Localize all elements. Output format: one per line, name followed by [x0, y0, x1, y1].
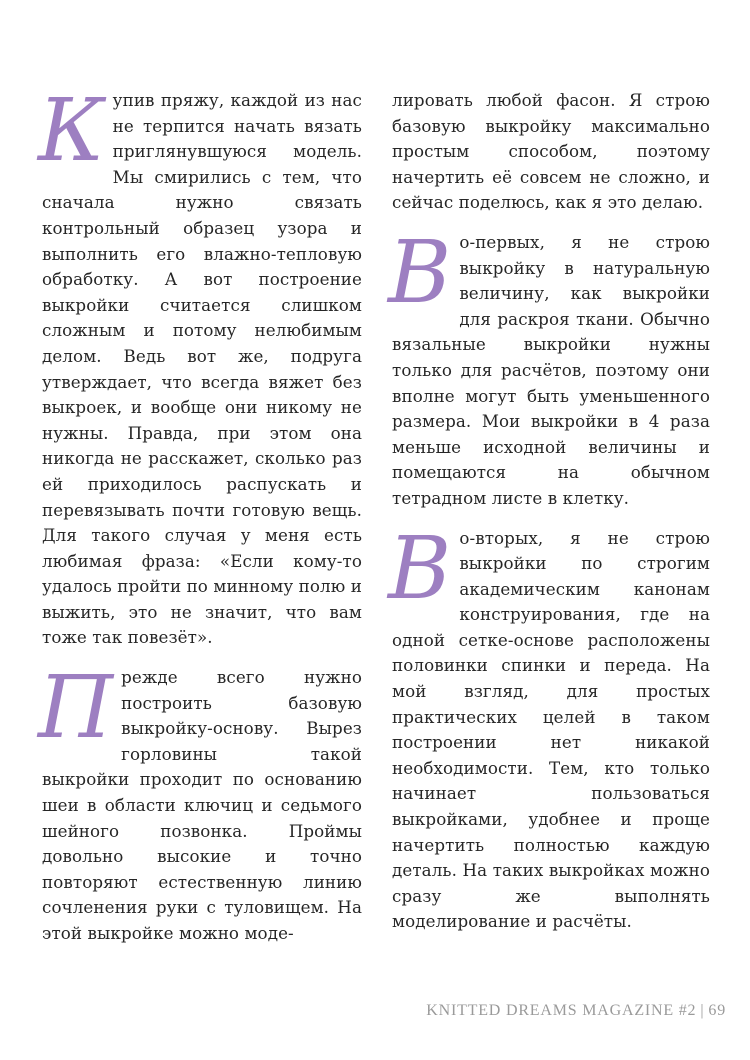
paragraph-continuation — [392, 88, 710, 216]
page-footer — [426, 1002, 726, 1020]
right-column — [388, 88, 710, 949]
paragraph-text: о-первых, я не строю выкройку в натуральную величину, как выкройки для раскроя ткани. Обычно вязальные выкройки нужны только для расчётов, поэтому они вполне могут быть уменьшенного размера. Мои выкройки в 4 раза меньше исходной величины и помещаются на обычном тетрадном листе в клетку. — [392, 231, 710, 508]
paragraph-text: упив пряжу, каждой из нас не терпится начать вязать приглянувшуюся модель. Мы смирились с тем, что сначала нужно связать контрольный образец узора и выполнить его влажно-тепловую обработку. А вот построение выкройки считается слишком сложным и потому нелюбимым делом. Ведь вот же, подруга утверждает, что всегда вяжет без выкроек, и вообще они никому не нужны. Правда, при этом она никогда не расскажет, сколько раз ей приходилось распускать и перевязывать почти готовую вещь. Для такого случая у меня есть любимая фраза: «Если кому-то удалось пройти по минному полю и выжить, это не значит, что вам тоже так повезёт». — [42, 90, 362, 648]
drop-cap: К — [38, 81, 105, 181]
paragraph-base-pattern — [38, 658, 362, 947]
drop-cap: В — [388, 518, 452, 619]
paragraph-first-point — [388, 222, 710, 512]
magazine-title: KNITTED DREAMS MAGAZINE #2 — [426, 1002, 697, 1019]
paragraph-intro — [38, 81, 362, 651]
drop-cap: П — [38, 658, 114, 759]
paragraph-text: о-вторых, я не строю выкройки по строгим академическим канонам конструирования, где на одной сетке-основе расположены половинки спинки и переда. На мой взгляд, для простых практических целей в таком построении нет никакой необходимости. Тем, кто только начинает пользоваться выкройками, удобнее и проще начертить полностью каждую деталь. На таких выкройках можно сразу же выполнять моделирование и расчёты. — [392, 527, 710, 932]
page-number: 69 — [708, 1002, 726, 1019]
drop-cap: В — [388, 222, 452, 323]
footer-separator: | — [700, 1002, 705, 1019]
paragraph-text: лировать любой фасон. Я строю базовую выкройку максимально простым способом, поэтому начертить её совсем не сложно, и сейчас поделюсь, как я это делаю. — [392, 90, 710, 213]
left-column — [38, 81, 362, 961]
paragraph-text: режде всего нужно построить базовую выкройку-основу. Вырез горловины такой выкройки проходит по основанию шеи в области ключиц и седьмого шейного позвонка. Проймы довольно высокие и точно повторяют естественную линию сочленения руки с туловищем. На этой выкройке можно моде- — [42, 667, 362, 943]
paragraph-second-point — [388, 518, 710, 936]
